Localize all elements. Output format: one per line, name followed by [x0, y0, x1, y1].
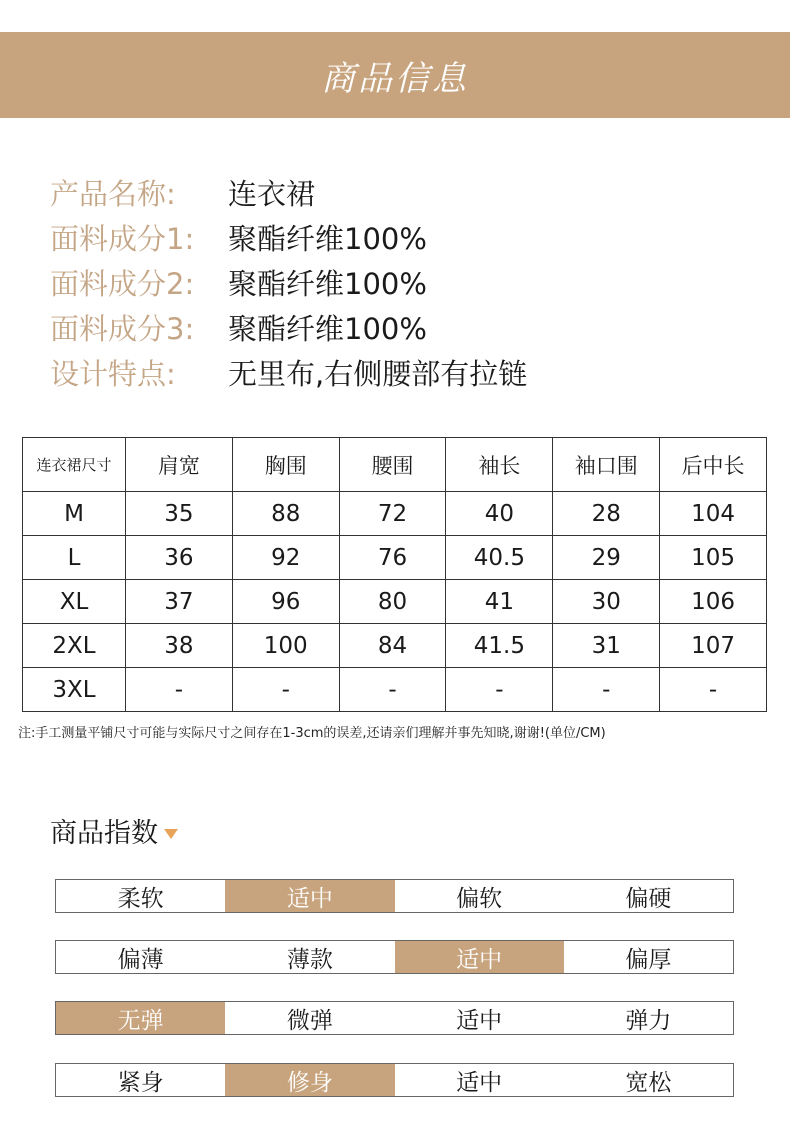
size-table-header [23, 438, 767, 492]
header-cell: 袖口围 [553, 438, 660, 492]
product-index-title: 商品指数 [50, 818, 158, 849]
scale-option: 偏厚 [625, 946, 672, 973]
table-cell: 29 [553, 536, 660, 580]
scale-option: 适中 [225, 880, 394, 912]
info-label: 设计特点: [50, 357, 176, 391]
table-cell: - [232, 668, 339, 712]
scale-option: 偏硬 [625, 885, 672, 912]
table-cell: 105 [660, 536, 767, 580]
header-cell: 胸围 [232, 438, 339, 492]
table-cell: 106 [660, 580, 767, 624]
page-title: 商品信息 [321, 58, 469, 99]
scale-option: 偏薄 [117, 946, 164, 973]
table-cell: 3XL [23, 668, 126, 712]
table-cell: - [339, 668, 446, 712]
table-cell: 40 [446, 492, 553, 536]
softness-scale [55, 879, 734, 913]
info-row-design [50, 350, 527, 395]
table-cell: 37 [126, 580, 233, 624]
header-cell: 袖长 [446, 438, 553, 492]
scale-option: 适中 [395, 941, 564, 973]
table-cell: - [446, 668, 553, 712]
info-label: 面料成分3: [50, 312, 195, 346]
header-cell: 腰围 [339, 438, 446, 492]
table-cell: 28 [553, 492, 660, 536]
triangle-down-icon [164, 829, 178, 839]
table-cell: L [23, 536, 126, 580]
measurement-note: 注:手工测量平铺尺寸可能与实际尺寸之间存在1-3cm的误差,还请亲们理解并事先知晓,谢谢!(单位/CM) [18, 726, 606, 741]
table-cell: 41.5 [446, 624, 553, 668]
table-cell: 84 [339, 624, 446, 668]
table-cell: 76 [339, 536, 446, 580]
scale-option: 无弹 [56, 1002, 225, 1034]
scale-option: 弹力 [625, 1007, 672, 1034]
table-cell: - [126, 668, 233, 712]
info-value: 连衣裙 [228, 177, 316, 211]
table-cell: 104 [660, 492, 767, 536]
table-row [23, 624, 767, 668]
product-info [50, 170, 527, 395]
scale-option: 紧身 [117, 1069, 164, 1096]
info-value: 聚酯纤维100% [228, 312, 427, 346]
table-cell: 40.5 [446, 536, 553, 580]
info-row-fabric-3 [50, 305, 527, 350]
table-cell: - [660, 668, 767, 712]
info-row-fabric-1 [50, 215, 527, 260]
header-cell: 连衣裙尺寸 [23, 438, 126, 492]
info-row-name [50, 170, 527, 215]
table-cell: 41 [446, 580, 553, 624]
table-cell: 30 [553, 580, 660, 624]
table-cell: 96 [232, 580, 339, 624]
table-row [23, 536, 767, 580]
table-cell: 92 [232, 536, 339, 580]
scale-option: 宽松 [625, 1069, 672, 1096]
scale-option: 修身 [225, 1064, 394, 1096]
fit-scale [55, 1063, 734, 1097]
table-cell: M [23, 492, 126, 536]
info-label: 面料成分1: [50, 222, 195, 256]
table-row [23, 492, 767, 536]
scale-option: 适中 [456, 1069, 503, 1096]
info-value: 聚酯纤维100% [228, 222, 427, 256]
table-cell: 35 [126, 492, 233, 536]
header-banner [0, 32, 790, 118]
info-row-fabric-2 [50, 260, 527, 305]
scale-option: 偏软 [456, 885, 503, 912]
size-table [22, 437, 767, 712]
table-row [23, 668, 767, 712]
info-value: 无里布,右侧腰部有拉链 [228, 357, 528, 391]
table-cell: 100 [232, 624, 339, 668]
table-cell: 80 [339, 580, 446, 624]
scale-option: 薄款 [286, 946, 333, 973]
info-label: 面料成分2: [50, 267, 195, 301]
info-value: 聚酯纤维100% [228, 267, 427, 301]
table-cell: 107 [660, 624, 767, 668]
table-cell: - [553, 668, 660, 712]
table-cell: 72 [339, 492, 446, 536]
table-cell: 2XL [23, 624, 126, 668]
table-cell: XL [23, 580, 126, 624]
elasticity-scale [55, 1001, 734, 1035]
table-cell: 88 [232, 492, 339, 536]
thickness-scale [55, 940, 734, 974]
header-cell: 后中长 [660, 438, 767, 492]
table-cell: 31 [553, 624, 660, 668]
table-cell: 36 [126, 536, 233, 580]
scale-option: 微弹 [286, 1007, 333, 1034]
scale-option: 柔软 [117, 885, 164, 912]
table-row [23, 580, 767, 624]
table-cell: 38 [126, 624, 233, 668]
product-index-heading [50, 811, 178, 850]
scale-option: 适中 [456, 1007, 503, 1034]
info-label: 产品名称: [50, 177, 176, 211]
header-cell: 肩宽 [126, 438, 233, 492]
